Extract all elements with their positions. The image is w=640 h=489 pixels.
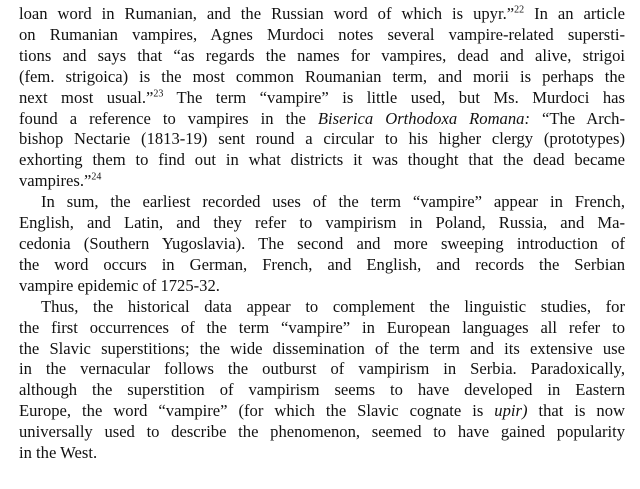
text-line [19,109,625,130]
italic-text: upir) [494,401,528,421]
text-run: bishop Nectarie (1813-19) sent round a circular to his higher clergy (prototypes) [19,129,625,149]
text-run: Europe, the word “vampire” (for which the Slavic cognate is [19,401,495,421]
text-line [19,422,625,443]
text-line [19,318,625,339]
text-run: that is now [527,401,625,421]
text-run: English, and Latin, and they refer to vampirism in Poland, Russia, and Ma- [19,213,625,233]
text-run: the word occurs in German, French, and English, and records the Serbian [19,254,625,274]
text-run: tions and says that “as regards the names for vampires, dead and alive, strigoi [19,45,625,65]
text-run: universally used to describe the phenomenon, seemed to have gained popularity [19,422,625,442]
text-line [19,25,625,46]
text-line [19,276,625,297]
text-line [19,129,625,150]
text-line [19,171,625,192]
text-line [19,297,625,318]
text-run: In sum, the earliest recorded uses of the term “vampire” appear in French, [41,192,625,212]
text-run: found a reference to vampires in the [19,108,318,128]
text-run: In an article [524,4,625,23]
text-line [19,46,625,67]
text-run: in the vernacular follows the outburst of vampirism in Serbia. Paradoxically, [19,359,625,379]
text-run: next most usual.” [19,87,154,107]
text-run: The term “vampire” is little used, but Ms. Murdoci has [163,87,625,107]
text-line [19,213,625,234]
footnote-marker: 23 [153,88,164,100]
text-run: Thus, the historical data appear to complement the linguistic studies, for [41,296,625,316]
text-run: in the West. [19,443,98,463]
text-run: although the superstition of vampirism seems to have developed in Eastern [19,380,625,400]
text-line [19,67,625,88]
footnote-marker: 22 [514,4,525,16]
text-line [19,234,625,255]
text-run: the first occurrences of the term “vampire” in European languages all refer to [19,317,625,337]
text-line [19,443,625,464]
text-line [19,150,625,171]
text-line [19,192,625,213]
text-line [19,380,625,401]
italic-text: Biserica Orthodoxa Romana: [317,108,530,128]
text-run: the Slavic superstitions; the wide dissemination of the term and its extensive use [19,338,625,358]
paragraph-conclusion [19,297,625,464]
text-run: on Rumanian vampires, Agnes Murdoci notes several vampire-related supersti- [19,24,625,44]
text-run: (fem. strigoica) is the most common Roumanian term, and morii is perhaps the [19,66,625,86]
text-line [19,359,625,380]
text-line [19,88,625,109]
text-line [19,255,625,276]
text-line [19,401,625,422]
text-run: “The Arch- [529,108,625,128]
text-run: exhorting them to find out in what districts it was thought that the dead became [19,150,625,170]
paragraph-earliest-uses [19,192,625,297]
text-run: vampire epidemic of 1725-32. [19,275,220,295]
text-line [19,339,625,360]
text-run: loan word in Rumanian, and the Russian word of which is upyr.” [19,4,515,23]
paragraph-rumanian-terms [19,4,625,192]
text-run: vampires.” [19,171,92,191]
document-page [19,4,625,464]
footnote-marker: 24 [91,171,102,183]
text-run: cedonia (Southern Yugoslavia). The second and more sweeping introduction of [19,233,625,253]
text-line [19,4,625,25]
